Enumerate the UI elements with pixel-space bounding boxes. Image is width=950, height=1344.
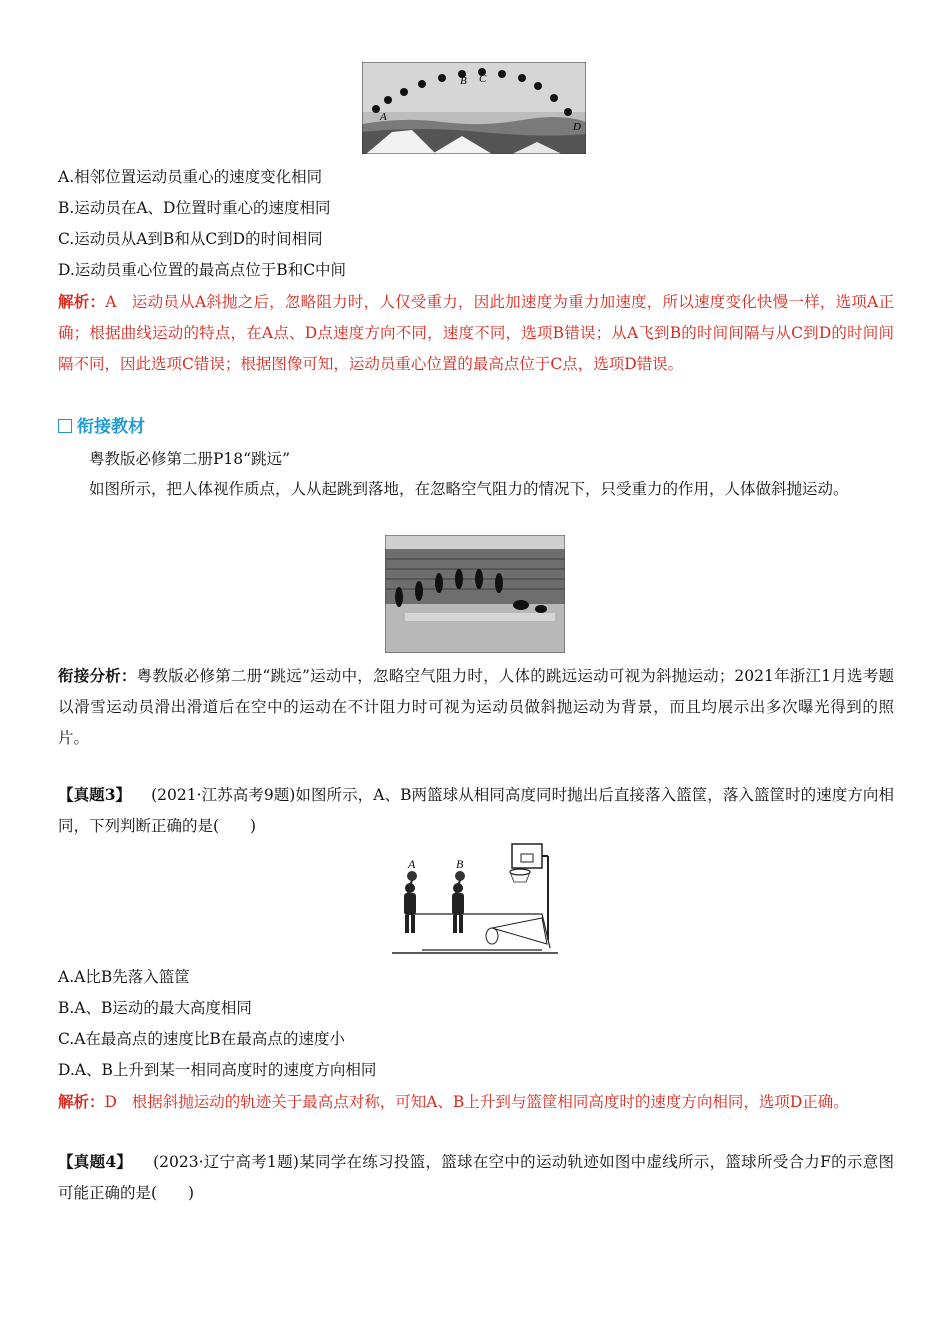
- q4-stem: [58, 1146, 894, 1209]
- q2-option-b: B.运动员在A、D位置时重心的速度相同: [58, 199, 331, 217]
- fig3-label-a: A: [408, 857, 416, 871]
- q2-option-a: A.相邻位置运动员重心的速度变化相同: [58, 168, 323, 186]
- q4-source: (2023·辽宁高考1题): [153, 1153, 299, 1171]
- q2-answer: A: [105, 293, 117, 311]
- link-source: 粤教版必修第二册P18“跳远”: [89, 450, 291, 468]
- q3-option-a: A.A比B先落入篮筐: [58, 968, 190, 986]
- basketball-figure: [392, 840, 558, 956]
- fig1-label-a: A: [380, 111, 387, 123]
- q4-stem-text: 某同学在练习投篮，篮球在空中的运动轨迹如图中虚线所示，篮球所受合力F的示意图可能正确的是( ): [58, 1153, 894, 1202]
- fig1-label-b: B: [460, 75, 467, 87]
- q3-option-c: C.A在最高点的速度比B在最高点的速度小: [58, 1030, 345, 1048]
- q3-stem-text: 如图所示，A、B两篮球从相同高度同时抛出后直接落入篮筐，落入篮筐时的速度方向相同，下列判断正确的是( ): [58, 786, 894, 835]
- fig3-label-b: B: [456, 857, 464, 871]
- fig1-label-d: D: [573, 121, 581, 133]
- q3-tag: 【真题3】: [58, 785, 132, 804]
- q2-analysis-label: 解析：: [58, 292, 106, 311]
- q3-stem: [58, 779, 894, 842]
- q3-answer: D: [104, 1093, 117, 1111]
- fig1-label-c: C: [479, 73, 487, 85]
- ski-jump-photo: [362, 62, 586, 154]
- link-analysis-text: 粤教版必修第二册“跳远”运动中，忽略空气阻力时，人体的跳远运动可视为斜抛运动；2021年浙江1月选考题以滑雪运动员滑出滑道后在空中的运动在不计阻力时可视为运动员做斜抛运动为背景，而且均展示出多次曝光得到的照片。: [58, 667, 894, 747]
- link-analysis-label: 衔接分析：: [58, 666, 137, 685]
- q3-analysis-label: 解析：: [58, 1092, 105, 1111]
- q2-analysis: [58, 286, 894, 380]
- q3-source: (2021·江苏高考9题): [151, 786, 296, 804]
- basketball-illustration: [392, 840, 558, 956]
- q3-option-b: B.A、B运动的最大高度相同: [58, 999, 252, 1017]
- q2-option-c: C.运动员从A到B和从C到D的时间相同: [58, 230, 323, 248]
- q4-tag: 【真题4】: [58, 1152, 133, 1171]
- q3-option-d: D.A、B上升到某一相同高度时的速度方向相同: [58, 1061, 377, 1079]
- long-jump-photo: [385, 535, 565, 653]
- q3-analysis-text: 根据斜抛运动的轨迹关于最高点对称，可知A、B上升到与篮筐相同高度时的速度方向相同，选项D正确。: [131, 1093, 849, 1111]
- link-section-title-text: 衔接教材: [77, 417, 145, 437]
- link-analysis: [58, 660, 894, 754]
- checkbox-square-icon: [58, 419, 72, 433]
- link-section-title: [58, 416, 894, 438]
- q3-analysis: [58, 1086, 894, 1118]
- q2-option-d: D.运动员重心位置的最高点位于B和C中间: [58, 261, 347, 279]
- link-text: 如图所示，把人体视作质点，人从起跳到落地，在忽略空气阻力的情况下，只受重力的作用，人体做斜抛运动。: [89, 480, 849, 498]
- ski-jump-illustration: [362, 62, 586, 154]
- q2-analysis-text: 运动员从A斜抛之后，忽略阻力时，人仅受重力，因此加速度为重力加速度，所以速度变化快慢一样，选项A正确；根据曲线运动的特点，在A点、D点速度方向不同，速度不同，选项B错误；从A飞到B的时间间隔与从C到D的时间间隔不同，因此选项C错误；根据图像可知，运动员重心位置的最高点位于C点，选项D错误。: [58, 293, 894, 373]
- long-jump-illustration: [385, 535, 565, 653]
